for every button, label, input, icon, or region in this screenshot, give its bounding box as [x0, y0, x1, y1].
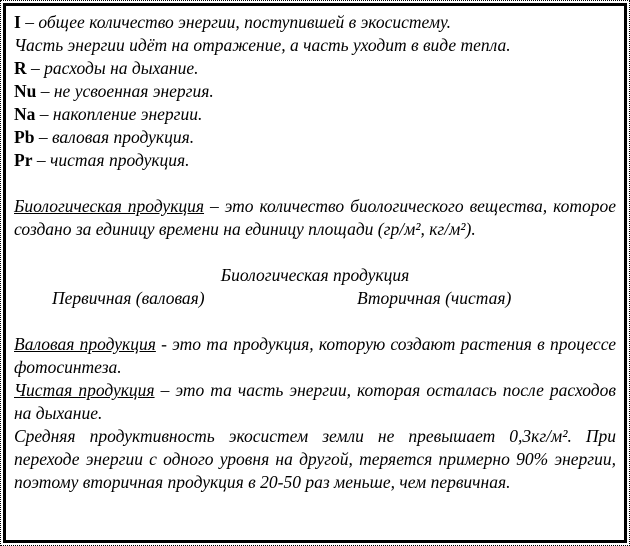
productivity-paragraph: Средняя продуктивность экосистем земли не превышает 0,3кг/м². При переходе энергии с одного уровня на другой, теряется примерно 90% энергии, поэтому вторичная продукция в 20-50 раз меньше, чем первичная.: [14, 426, 616, 492]
definition-line: [14, 126, 616, 149]
definition-text: – расходы на дыхание.: [26, 58, 199, 78]
definition-text: – общее количество энергии, поступившей в экосистему.: [20, 12, 452, 32]
scheme-left-branch: Первичная (валовая): [52, 288, 205, 308]
definition-term: R: [14, 58, 27, 78]
definition-line: [14, 149, 616, 172]
definition-term: Nu: [14, 81, 37, 101]
gross-definition-paragraph: [14, 333, 616, 379]
definition-text: – чистая продукция.: [32, 150, 190, 170]
definition-term: Pb: [14, 127, 35, 147]
net-definition-lead: Чистая продукция: [14, 380, 155, 400]
definition-line: [14, 80, 616, 103]
definition-term: I: [14, 12, 21, 32]
definition-text: Часть энергии идёт на отражение, а часть уходит в виде тепла.: [14, 35, 511, 55]
scheme-right-branch: Вторичная (чистая): [357, 288, 512, 308]
definition-term: Na: [14, 104, 36, 124]
gross-definition-lead: Валовая продукция: [14, 334, 156, 354]
definition-text: – накопление энергии.: [35, 104, 203, 124]
definition-term: Pr: [14, 150, 33, 170]
text-box-border: [3, 3, 627, 543]
blank-line: [14, 310, 616, 333]
definitions-list: [14, 11, 616, 172]
definition-text: – валовая продукция.: [34, 127, 195, 147]
definition-line: [14, 34, 616, 57]
definition-line: [14, 57, 616, 80]
net-definition-text: – это та часть энергии, которая осталась после расходов на дыхание.: [14, 380, 616, 423]
bio-definition-text: – это количество биологического вещества, которое создано за единицу времени на единицу площади (гр/м², кг/м²).: [14, 196, 616, 239]
scheme-title: Биологическая продукция: [220, 265, 410, 285]
document-content: [14, 11, 616, 494]
blank-line: [14, 172, 616, 195]
definition-line: [14, 11, 616, 34]
bio-definition-paragraph: [14, 195, 616, 241]
blank-line: [14, 241, 616, 264]
definition-line: [14, 103, 616, 126]
bio-definition-lead: Биологическая продукция: [14, 196, 205, 216]
net-definition-paragraph: [14, 379, 616, 425]
gross-definition-text: - это та продукция, которую создают растения в процессе фотосинтеза.: [14, 334, 616, 377]
definition-text: – не усвоенная энергия.: [36, 81, 214, 101]
scheme-branches: [14, 287, 616, 310]
